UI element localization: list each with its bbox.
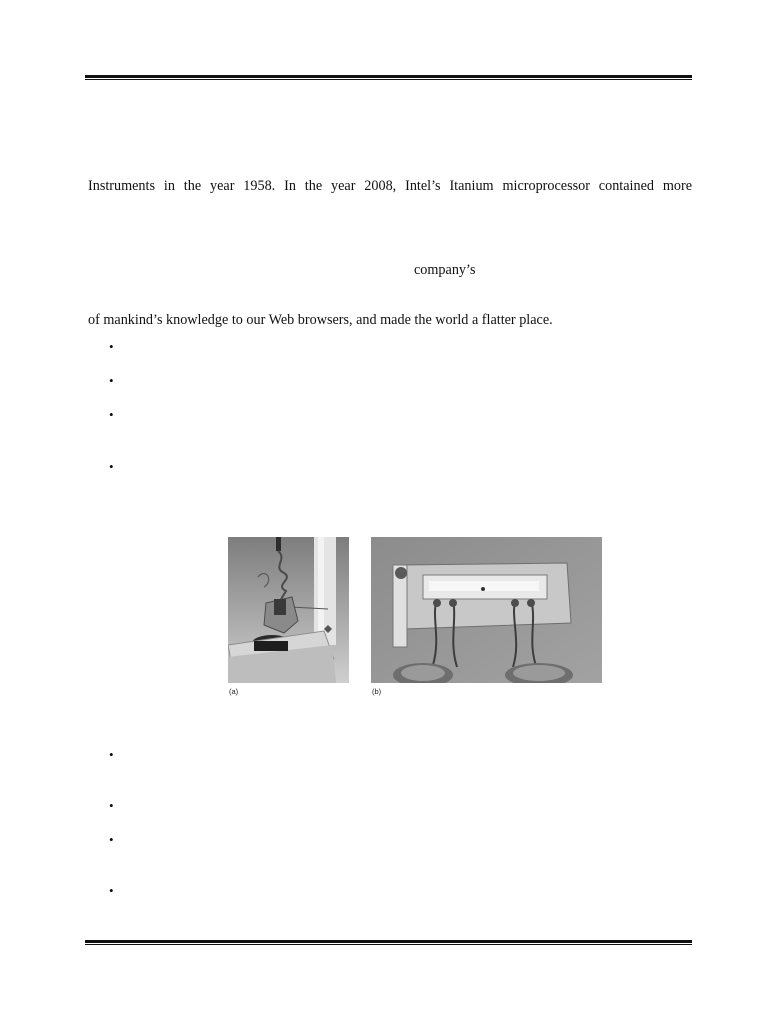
bullet-8: •	[109, 883, 114, 898]
paragraph-line-1: Instruments in the year 1958. In the year 2008, Intel’s Itanium microprocessor contained more	[88, 178, 692, 194]
paragraph-line-2: company’s	[414, 262, 476, 278]
bullet-7: •	[109, 832, 114, 847]
bullet-1: •	[109, 339, 114, 354]
paragraph-line-3: of mankind’s knowledge to our Web browsers, and made the world a flatter place.	[88, 312, 553, 328]
footer-rule	[85, 940, 692, 946]
figure-caption-b: (b)	[372, 687, 382, 696]
photo-first-transistor	[228, 537, 349, 683]
bullet-3: •	[109, 407, 114, 422]
transistor-figure	[228, 537, 602, 702]
photo-integrated-circuit	[371, 537, 602, 683]
bullet-2: •	[109, 373, 114, 388]
bullet-4: •	[109, 459, 114, 474]
figure-caption-a: (a)	[229, 687, 239, 696]
header-rule	[85, 75, 692, 81]
bullet-5: •	[109, 747, 114, 762]
bullet-6: •	[109, 798, 114, 813]
